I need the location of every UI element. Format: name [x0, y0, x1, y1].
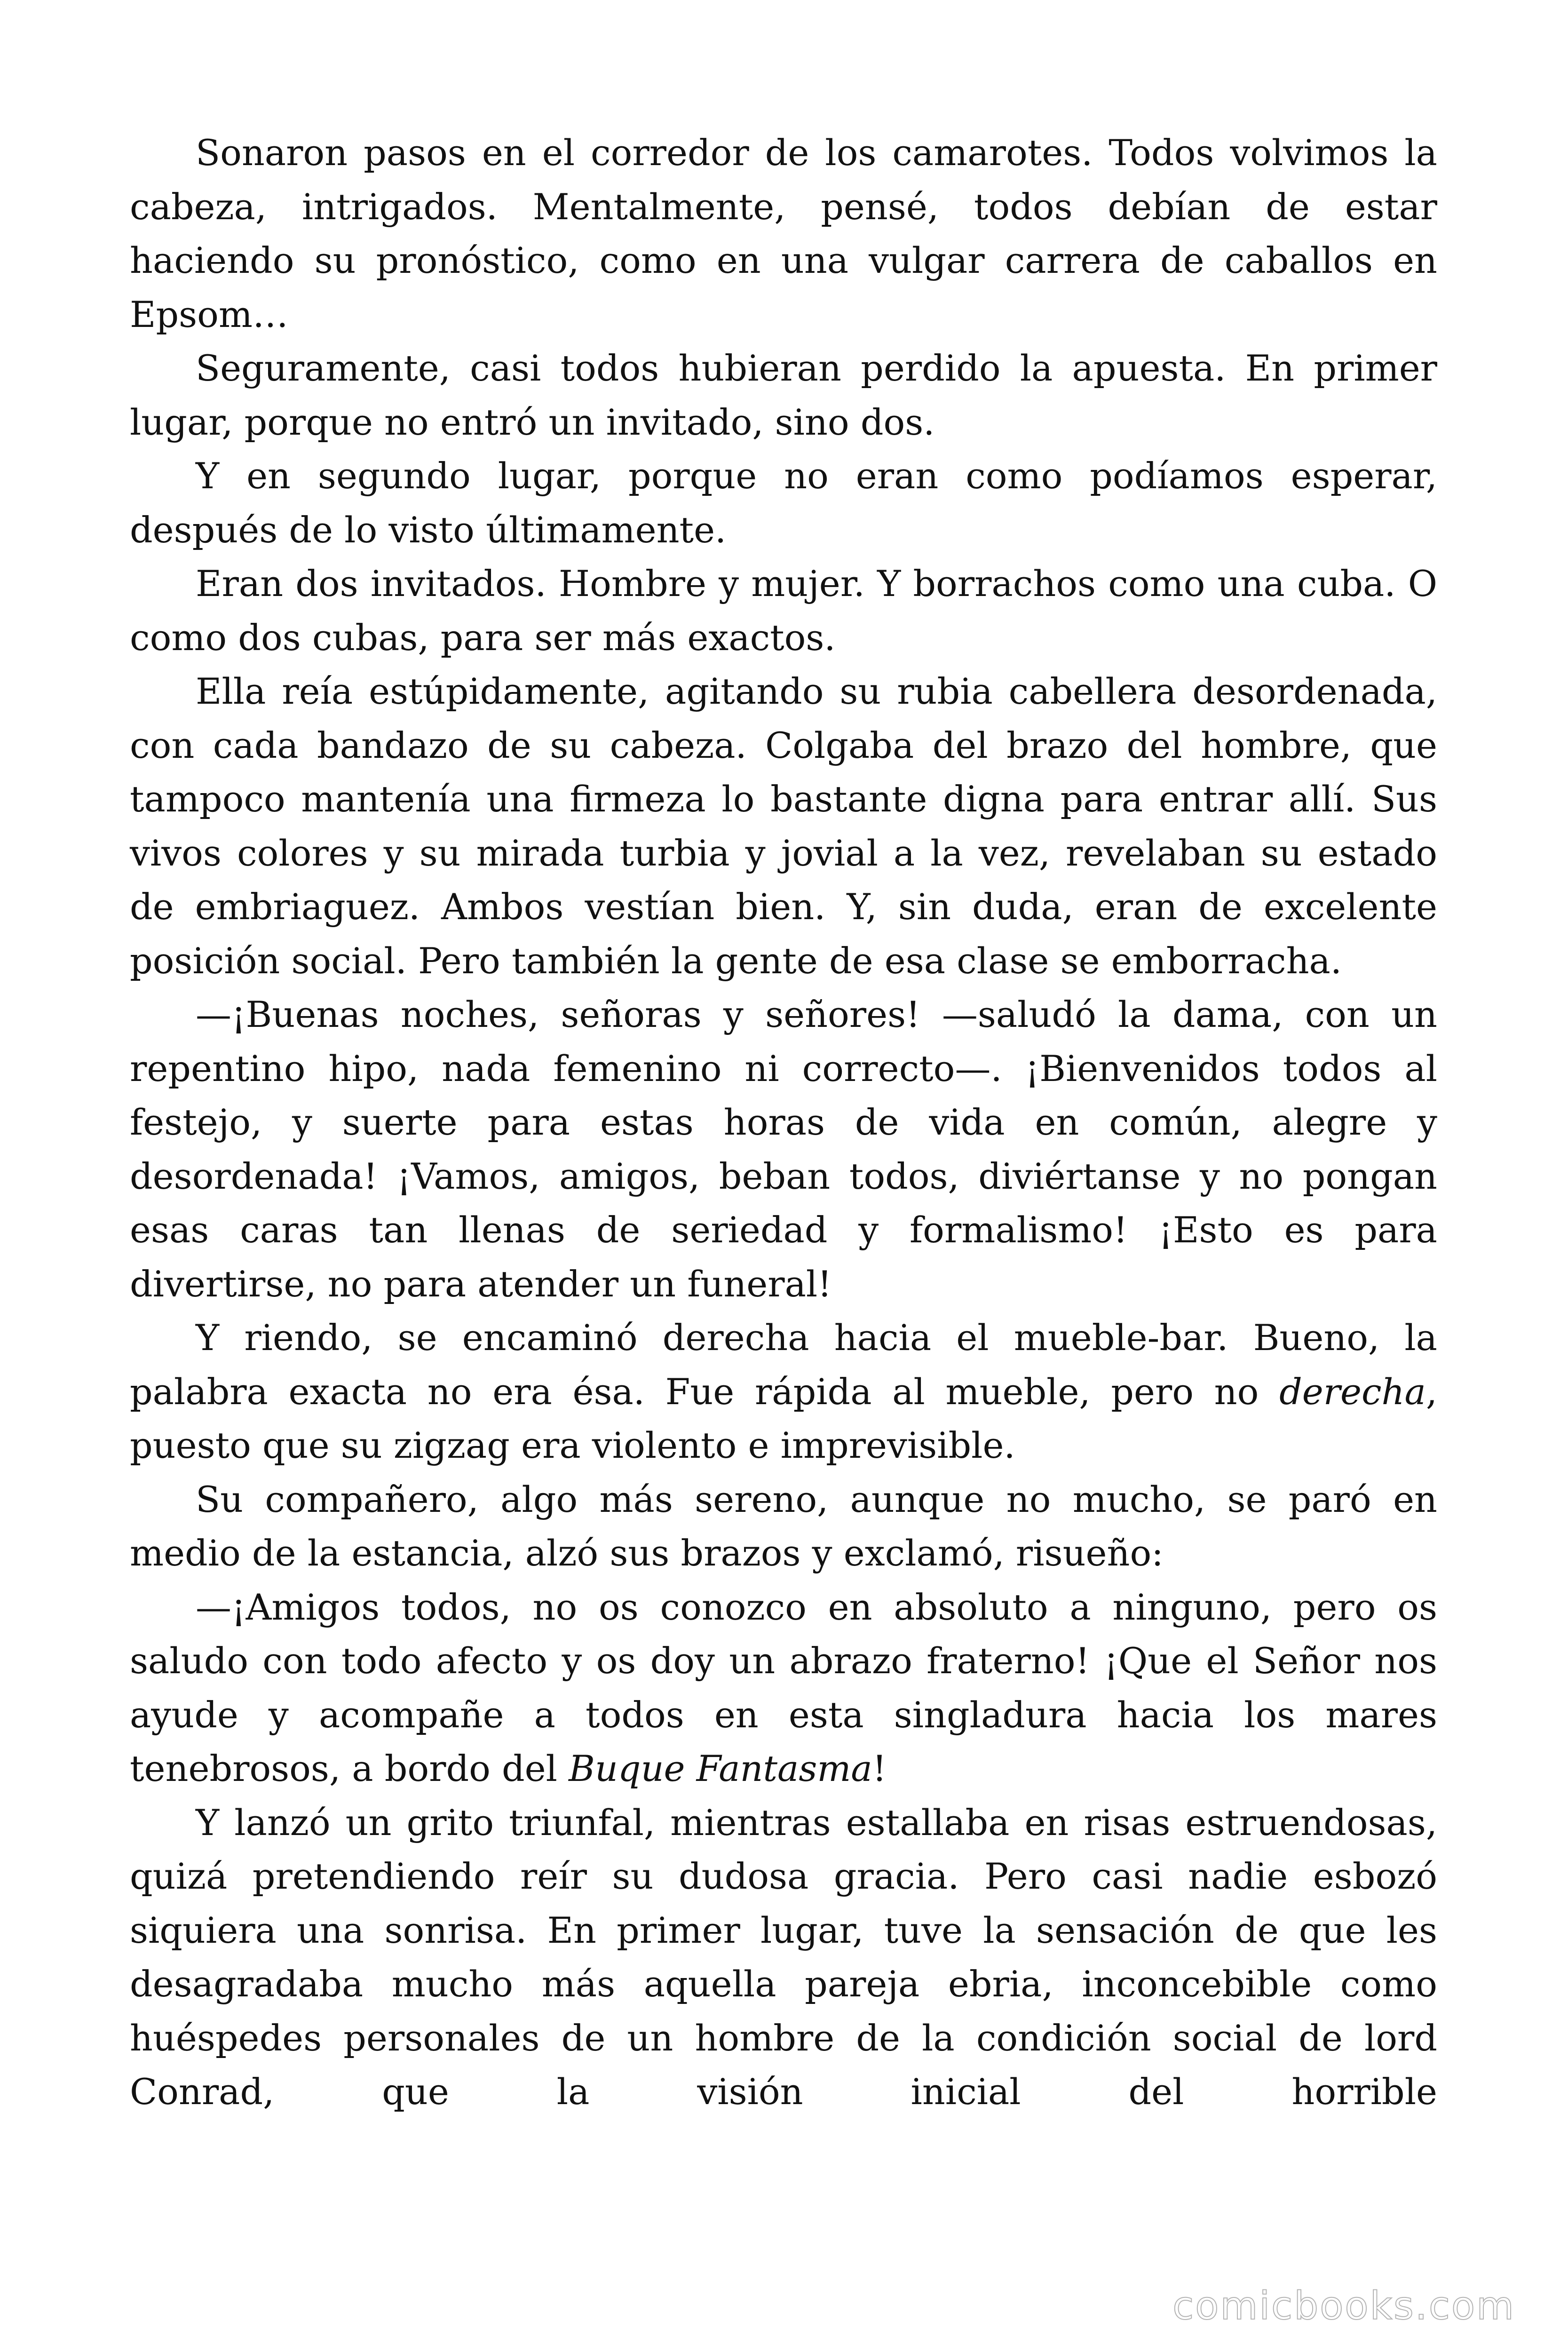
text-run: Y lanzó un grito triunfal, mientras estallaba en risas estruendosas, quizá pretendiendo reír su dudosa gracia. Pero casi nadie esbozó siquiera una sonrisa. En primer lugar, tuve la sensación de que les desagradaba mucho más aquella pareja ebria, inconcebible como huéspedes personales de un hombre de la condición social de lord Conrad, que la visión inicial del horrible — [130, 1801, 1437, 2113]
paragraph — [130, 988, 1437, 1311]
text-run: Su compañero, algo más sereno, aunque no mucho, se paró en medio de la estancia, alzó sus brazos y exclamó, risueño: — [130, 1478, 1437, 1574]
text-run: , puesto que su zigzag era violento e imprevisible. — [130, 1370, 1437, 1466]
paragraph — [130, 449, 1437, 557]
text-run: Eran dos invitados. Hombre y mujer. Y borrachos como una cuba. O como dos cubas, para ser más exactos. — [130, 563, 1437, 659]
text-run: —¡Buenas noches, señoras y señores! —saludó la dama, con un repentino hipo, nada femenino ni correcto—. ¡Bienvenidos todos al festejo, y suerte para estas horas de vida en común, alegre y desordenada! ¡Vamos, amigos, beban todos, diviértanse y no pongan esas caras tan llenas de seriedad y formalismo! ¡Esto es para divertirse, no para atender un funeral! — [130, 993, 1437, 1305]
text-run: Sonaron pasos en el corredor de los camarotes. Todos volvimos la cabeza, intrigados. Mentalmente, pensé, todos debían de estar haciendo su pronóstico, como en una vulgar carrera de caballos en Epsom… — [130, 132, 1437, 335]
paragraph — [130, 1581, 1437, 1796]
italic-text: Buque Fantasma — [569, 1748, 872, 1789]
paragraph — [130, 665, 1437, 988]
text-run: —¡Amigos todos, no os conozco en absoluto a ninguno, pero os saludo con todo afecto y os doy un abrazo fraterno! ¡Que el Señor nos ayude y acompañe a todos en esta singladura hacia los mares tenebrosos, a bordo del — [130, 1586, 1437, 1789]
italic-text: derecha — [1279, 1370, 1426, 1413]
text-run: Ella reía estúpidamente, agitando su rubia cabellera desordenada, con cada bandazo de su cabeza. Colgaba del brazo del hombre, que tampoco mantenía una firmeza lo bastante digna para entrar allí. Sus vivos colores y su mirada turbia y jovial a la vez, revelaban su estado de embriaguez. Ambos vestían bien. Y, sin duda, eran de excelente posición social. Pero también la gente de esa clase se emborracha. — [130, 670, 1437, 982]
text-run: Y riendo, se encaminó derecha hacia el mueble-bar. Bueno, la palabra exacta no era ésa. Fue rápida al mueble, pero no — [130, 1317, 1437, 1413]
paragraph — [130, 1796, 1437, 2119]
watermark: comicbooks.com — [1172, 2284, 1515, 2328]
text-run: ! — [872, 1748, 887, 1789]
paragraph — [130, 342, 1437, 449]
text-run: Seguramente, casi todos hubieran perdido la apuesta. En primer lugar, porque no entró un invitado, sino dos. — [130, 347, 1437, 443]
paragraph — [130, 1311, 1437, 1473]
paragraph — [130, 126, 1437, 342]
book-page-text — [130, 126, 1437, 2119]
paragraph — [130, 557, 1437, 665]
paragraph — [130, 1473, 1437, 1581]
text-run: Y en segundo lugar, porque no eran como podíamos esperar, después de lo visto últimamente. — [130, 455, 1437, 551]
